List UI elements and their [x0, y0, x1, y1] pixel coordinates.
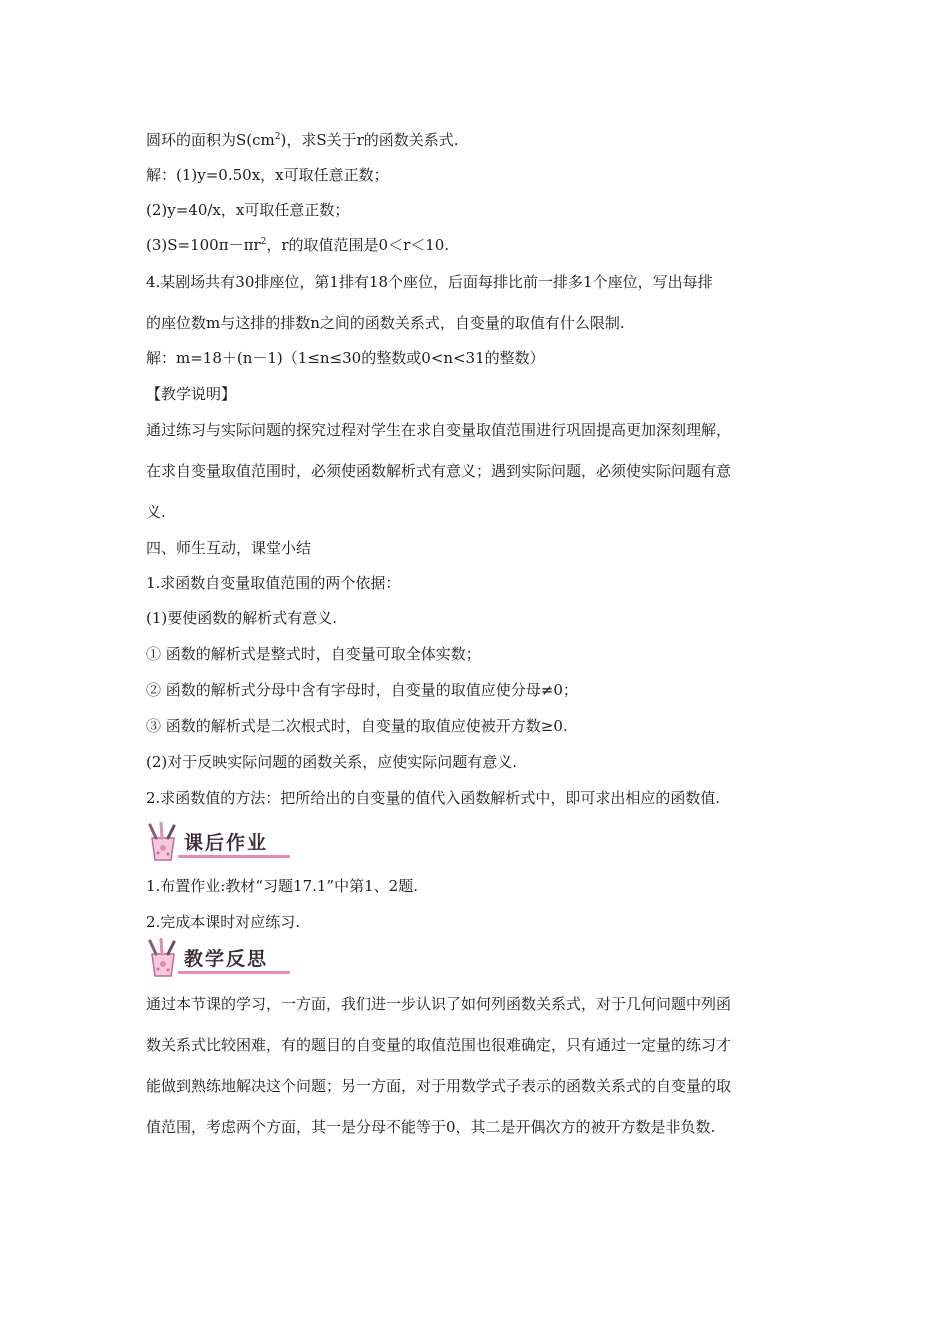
text-line: 的座位数m与这排的排数n之间的函数关系式，自变量的取值有什么限制. — [146, 314, 625, 332]
text-line: 解：(1)y=0.50x，x可取任意正数； — [146, 166, 389, 184]
text-line: 解：m=18＋(n－1)（1≤n≤30的整数或0<n<31的整数） — [146, 349, 545, 367]
reflection-title: 教学反思 — [184, 948, 269, 970]
homework-title: 课后作业 — [184, 832, 269, 854]
text-line: 通过本节课的学习，一方面，我们进一步认识了如何列函数关系式，对于几何问题中列函 — [146, 995, 732, 1013]
text-line: ③ 函数的解析式是二次根式时，自变量的取值应使被开方数≥0. — [146, 717, 568, 735]
text-line: 2.求函数值的方法：把所给出的自变量的值代入函数解析式中，即可求出相应的函数值. — [146, 789, 721, 807]
text-line: 圆环的面积为$S(cm^2)$，求S关于r的函数关系式. — [146, 131, 459, 149]
text-line: 值范围，考虑两个方面，其一是分母不能等于0，其二是开偶次方的被开方数是非负数. — [146, 1118, 716, 1136]
text-line: 1.布置作业:教材“习题17.1”中第1、2题. — [146, 877, 418, 895]
text-line: (2)y=40/x，x可取任意正数； — [146, 201, 350, 219]
text-line: 数关系式比较困难，有的题目的自变量的取值范围也很难确定，只有通过一定量的练习才 — [146, 1036, 732, 1054]
text-line: 1.求函数自变量取值范围的两个依据： — [146, 574, 401, 592]
text-line: ② 函数的解析式分母中含有字母时，自变量的取值应使分母≠0； — [146, 681, 578, 699]
banner-underline — [178, 855, 290, 858]
text-line: (2)对于反映实际问题的函数关系，应使实际问题有意义. — [146, 753, 518, 771]
text-line: $(3)S=100\pi-\pi r^2$，r的取值范围是0＜r＜10. — [146, 236, 450, 254]
banner-underline — [178, 971, 290, 974]
text-line: 义. — [146, 503, 166, 521]
section-label: 【教学说明】 — [146, 385, 237, 403]
section-heading: 四、师生互动，课堂小结 — [146, 539, 312, 557]
text-line: ① 函数的解析式是整式时，自变量可取全体实数； — [146, 645, 481, 663]
text-line: 2.完成本课时对应练习. — [146, 913, 301, 931]
text-line: (1)要使函数的解析式有意义. — [146, 609, 338, 627]
text-line: 能做到熟练地解决这个问题；另一方面，对于用数学式子表示的函数关系式的自变量的取 — [146, 1077, 732, 1095]
text-line: 通过练习与实际问题的探究过程对学生在求自变量取值范围进行巩固提高更加深刻理解， — [146, 421, 732, 439]
homework-banner — [144, 822, 292, 864]
text-line: 4.某剧场共有30排座位，第1排有18个座位，后面每排比前一排多1个座位，写出每排 — [146, 273, 713, 291]
reflection-banner — [144, 938, 292, 980]
text-line: 在求自变量取值范围时，必须使函数解析式有意义；遇到实际问题，必须使实际问题有意 — [146, 462, 732, 480]
